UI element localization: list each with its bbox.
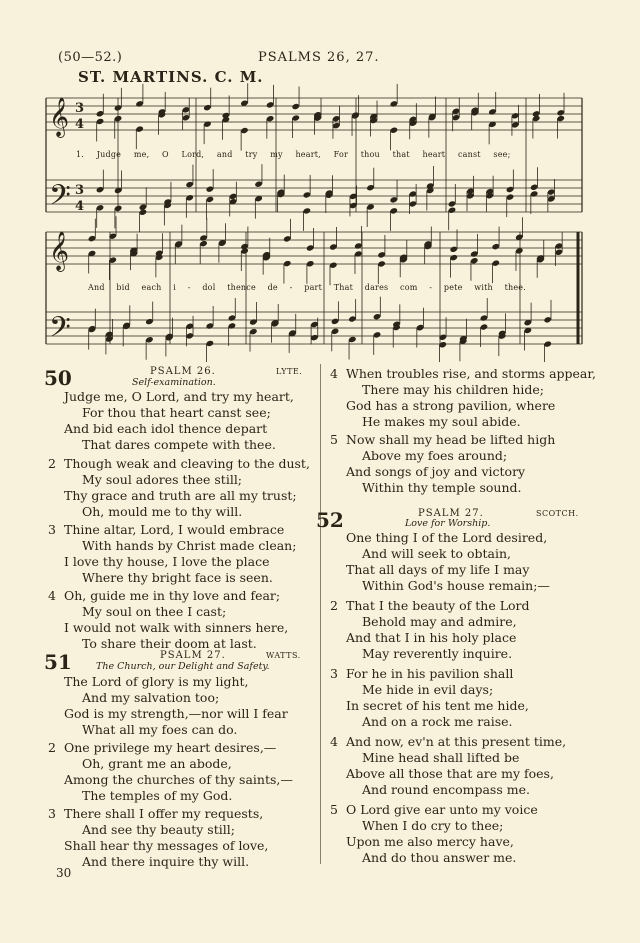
verse-line: My soul on thee I cast; bbox=[82, 604, 227, 619]
verse-line: That I the beauty of the Lord bbox=[346, 598, 530, 613]
verse-line: Thine altar, Lord, I would embrace bbox=[64, 522, 285, 537]
verse-line: Oh, grant me an abode, bbox=[82, 756, 232, 771]
verse-line: There may his children hide; bbox=[362, 382, 545, 397]
stanza-number: 2 bbox=[48, 740, 56, 755]
clef-icon: 𝄞 bbox=[49, 97, 70, 137]
verse-line: And bid each idol thence depart bbox=[64, 421, 268, 436]
verse-line: The temples of my God. bbox=[82, 788, 233, 803]
verse-line: Upon me also mercy have, bbox=[346, 834, 514, 849]
page-number: 30 bbox=[56, 866, 72, 880]
verse-line: To share their doom at last. bbox=[82, 636, 257, 651]
column-divider bbox=[320, 364, 321, 864]
verse-line: Oh, guide me in thy love and fear; bbox=[64, 588, 281, 603]
verse-line: Above my foes around; bbox=[362, 448, 508, 463]
verse-line: May reverently inquire. bbox=[362, 646, 513, 661]
hymn-subtitle: Love for Worship. bbox=[405, 518, 491, 529]
hymn-number: 51 bbox=[44, 650, 72, 674]
verse-line: Oh, mould me to thy will. bbox=[82, 504, 243, 519]
verse-line: When troubles rise, and storms appear, bbox=[346, 366, 596, 381]
verse-line: Within God's house remain;— bbox=[362, 578, 550, 593]
verse-line: I would not walk with sinners here, bbox=[64, 620, 289, 635]
verse-line: And on a rock me raise. bbox=[362, 714, 513, 729]
verse-line: Judge me, O Lord, and try my heart, bbox=[64, 389, 294, 404]
verse-line: With hands by Christ made clean; bbox=[82, 538, 297, 553]
music-lyrics-line-1: 1. Judge me, O Lord, and try my heart, For thou that heart canst see; bbox=[76, 150, 511, 159]
verse-line: The Lord of glory is my light, bbox=[64, 674, 249, 689]
verse-line: God is my strength,—nor will I fear bbox=[64, 706, 288, 721]
stanza-number: 3 bbox=[330, 666, 338, 681]
verse-line: And my salvation too; bbox=[82, 690, 220, 705]
verse-line: Within thy temple sound. bbox=[362, 480, 522, 495]
verse-line: One thing I of the Lord desired, bbox=[346, 530, 548, 545]
verse-line: Above all those that are my foes, bbox=[346, 766, 554, 781]
verse-line: There shall I offer my requests, bbox=[64, 806, 264, 821]
stanza-number: 3 bbox=[48, 522, 56, 537]
tune-title: ST. MARTINS. C. M. bbox=[78, 68, 264, 86]
verse-line: And songs of joy and victory bbox=[346, 464, 526, 479]
stanza-number: 5 bbox=[330, 802, 338, 817]
verse-line: Now shall my head be lifted high bbox=[346, 432, 556, 447]
clef-icon: 𝄢 bbox=[49, 311, 71, 351]
verse-line: My soul adores thee still; bbox=[82, 472, 243, 487]
clef-icon: 𝄞 bbox=[49, 231, 70, 271]
stanza-number: 3 bbox=[48, 806, 56, 821]
verse-line: And do thou answer me. bbox=[362, 850, 517, 865]
stanza-number: 5 bbox=[330, 432, 338, 447]
stanza-number: 2 bbox=[330, 598, 338, 613]
verse-line: And that I in his holy place bbox=[346, 630, 517, 645]
verse-line: That all days of my life I may bbox=[346, 562, 530, 577]
stanza-number: 2 bbox=[48, 456, 56, 471]
psalm-title: PSALM 27. bbox=[160, 650, 226, 661]
verse-line: When I do cry to thee; bbox=[362, 818, 504, 833]
verse-line: Thy grace and truth are all my trust; bbox=[64, 488, 297, 503]
verse-line: Shall hear thy messages of love, bbox=[64, 838, 269, 853]
verse-line: That dares compete with thee. bbox=[82, 437, 276, 452]
time-signature-bottom: 4 bbox=[75, 117, 85, 132]
verse-line: I love thy house, I love the place bbox=[64, 554, 270, 569]
running-title: PSALMS 26, 27. bbox=[258, 50, 380, 65]
hymn-subtitle: The Church, our Delight and Safety. bbox=[96, 661, 270, 672]
time-signature-top: 3 bbox=[75, 101, 85, 116]
stanza-number: 4 bbox=[330, 734, 338, 749]
verse-line: And will seek to obtain, bbox=[362, 546, 512, 561]
music-score bbox=[0, 0, 640, 362]
page-range: (50—52.) bbox=[58, 50, 123, 65]
author: SCOTCH. bbox=[536, 509, 579, 518]
hymn-subtitle: Self-examination. bbox=[132, 377, 216, 388]
verse-line: Though weak and cleaving to the dust, bbox=[64, 456, 310, 471]
verse-line: Behold may and admire, bbox=[362, 614, 517, 629]
hymn-number: 50 bbox=[44, 366, 72, 390]
verse-line: And now, ev'n at this present time, bbox=[346, 734, 567, 749]
verse-line: Me hide in evil days; bbox=[362, 682, 494, 697]
verse-line: God has a strong pavilion, where bbox=[346, 398, 556, 413]
verse-line: O Lord give ear unto my voice bbox=[346, 802, 538, 817]
verse-line: And round encompass me. bbox=[362, 782, 530, 797]
verse-line: For thou that heart canst see; bbox=[82, 405, 271, 420]
clef-icon: 𝄢 bbox=[49, 179, 71, 219]
verse-line: Mine head shall lifted be bbox=[362, 750, 520, 765]
verse-line: Where thy bright face is seen. bbox=[82, 570, 273, 585]
hymn-number: 52 bbox=[316, 508, 344, 532]
stanza-number: 4 bbox=[330, 366, 338, 381]
psalm-title: PSALM 26. bbox=[150, 366, 216, 377]
verse-line: What all my foes can do. bbox=[82, 722, 238, 737]
author: LYTE. bbox=[276, 367, 303, 376]
verse-line: Among the churches of thy saints,— bbox=[64, 772, 293, 787]
psalm-title: PSALM 27. bbox=[418, 508, 484, 519]
time-signature-top: 3 bbox=[75, 183, 85, 198]
verse-line: And see thy beauty still; bbox=[82, 822, 235, 837]
author: WATTS. bbox=[266, 651, 301, 660]
time-signature-bottom: 4 bbox=[75, 199, 85, 214]
verse-line: In secret of his tent me hide, bbox=[346, 698, 529, 713]
stanza-number: 4 bbox=[48, 588, 56, 603]
verse-line: One privilege my heart desires,— bbox=[64, 740, 277, 755]
music-lyrics-line-2: And bid each i - dol thence de - part That dares com - pete with thee. bbox=[88, 283, 526, 292]
verse-line: He makes my soul abide. bbox=[362, 414, 521, 429]
verse-line: For he in his pavilion shall bbox=[346, 666, 514, 681]
verse-line: And there inquire thy will. bbox=[82, 854, 250, 869]
